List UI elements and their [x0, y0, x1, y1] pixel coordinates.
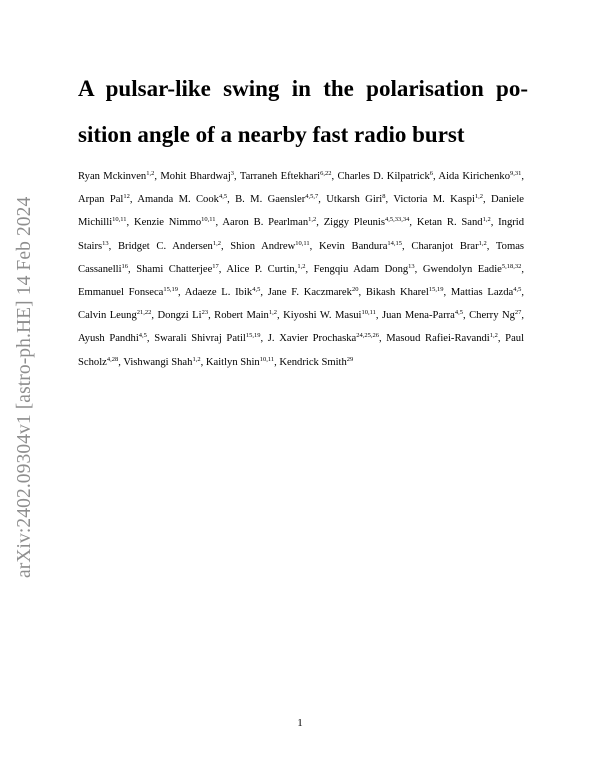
- author-affiliation-marker: 12: [123, 193, 130, 201]
- author-entry: [393, 194, 483, 205]
- author-affiliation-marker: 23: [201, 309, 209, 317]
- author-affiliation-marker: 4,5: [252, 286, 261, 294]
- author-entry: [230, 241, 309, 252]
- author-name: Amanda M. Cook: [137, 194, 219, 206]
- author-affiliation-marker: 4,28: [106, 355, 119, 363]
- author-affiliation-marker: 13: [102, 239, 109, 247]
- author-entry: [417, 217, 491, 228]
- author-name: Daniele Michilli: [78, 194, 524, 229]
- author-entry: [366, 287, 444, 298]
- author-affiliation-marker: 1,2: [297, 262, 306, 270]
- author-affiliation-marker: 6: [429, 170, 434, 177]
- author-entry: [423, 264, 522, 275]
- author-entry: [268, 287, 359, 298]
- author-entry: [283, 310, 376, 321]
- author-name: Kaitlyn Shin: [205, 356, 260, 368]
- author-affiliation-marker: 4,5: [138, 332, 147, 340]
- author-name: Vishwangi Shah: [123, 356, 193, 368]
- author-name: Victoria M. Kaspi: [393, 194, 475, 206]
- author-entry: [185, 287, 261, 298]
- author-entry: [386, 333, 498, 344]
- author-name: Shami Chatterjee: [136, 263, 213, 275]
- author-affiliation-marker: 10,11: [201, 216, 216, 224]
- author-name: Aaron B. Pearlman: [222, 217, 309, 229]
- author-name: Dongzi Li: [157, 310, 202, 322]
- author-entry: [160, 171, 234, 182]
- author-name: Paul Scholz: [78, 333, 525, 368]
- author-entry: [78, 287, 178, 298]
- author-affiliation-marker: 1,2: [482, 216, 491, 224]
- author-affiliation-marker: 1,2: [474, 193, 484, 201]
- author-affiliation-marker: 4,5,7: [305, 193, 319, 201]
- author-entry: [279, 357, 353, 368]
- arxiv-identifier: arXiv:2402.09304v1 [astro-ph.HE] 14 Feb 2024: [14, 196, 35, 578]
- author-name: Juan Mena-Parra: [381, 310, 455, 322]
- author-affiliation-marker: 15,19: [163, 286, 178, 294]
- author-name: Masoud Rafiei-Ravandi: [386, 333, 490, 345]
- author-affiliation-marker: 1,2: [489, 332, 498, 340]
- author-list: Ryan Mckinven$^{1,2}$, Mohit Bhardwaj$^3$, Tarraneh Eftekhari$^{6,22}$, Charles D. Kilpatrick$^6$, Aida Kirichenko$^{9,31}$, Arpan Pal$^{12}$, Amanda M. Cook$^{4,5}$, B. M. Gaensler$^{4,5,7}$, Utkarsh Giri$^8$, Victoria M. Kaspi$^{1,2}$, Daniele Michilli$^{10,11}$, Kenzie Nimmo$^{10,11}$, Aaron B. Pearlman$^{1,2}$, Ziggy Pleunis$^{4,5,33,34}$, Ketan R. Sand$^{1,2}$, Ingrid Stairs$^{13}$, Bridget C. Andersen$^{1,2}$, Shion Andrew$^{10,11}$, Kevin Bandura$^{14,15}$, Charanjot Brar$^{1,2}$, Tomas Cassanelli$^{16}$, Shami Chatterjee$^{17}$, Alice P. Curtin,$^{1,2}$, Fengqiu Adam Dong$^{13}$, Gwendolyn Eadie$^{5,18,32}$, Emmanuel Fonseca$^{15,19}$, Adaeze L. Ibik$^{4,5}$, Jane F. Kaczmarek$^{20}$, Bikash Kharel$^{15,19}$, Mattias Lazda$^{4,5}$, Calvin Leung$^{21,22}$, Dongzi Li$^{23}$, Robert Main$^{1,2}$, Kiyoshi W. Masui$^{10,11}$, Juan Mena-Parra$^{4,5}$, Cherry Ng$^{27}$, Ayush Pandhi$^{4,5}$, Swarali Shivraj Patil$^{15,19}$, J. Xavier Prochaska$^{24,25,26}$, Masoud Rafiei-Ravandi$^{1,2}$, Paul Scholz$^{4,28}$, Vishwangi Shah$^{1,2}$, Kaitlyn Shin$^{10,11}$, Kendrick Smith$^{29}$: [78, 170, 525, 368]
- author-affiliation-marker: 13: [408, 262, 415, 270]
- author-entry: [214, 310, 277, 321]
- author-entry: [337, 171, 433, 182]
- author-entry: [438, 171, 521, 182]
- author-entry: [314, 264, 415, 275]
- author-name: Charanjot Brar: [411, 240, 479, 252]
- author-affiliation-marker: 10,11: [295, 239, 310, 247]
- author-affiliation-marker: 20: [351, 286, 359, 294]
- author-affiliation-marker: 10,11: [361, 309, 376, 317]
- author-affiliation-marker: 17: [212, 262, 219, 270]
- author-affiliation-marker: 1,2: [478, 239, 487, 247]
- author-name: Ayush Pandhi: [78, 333, 139, 345]
- author-name: Adaeze L. Ibik: [184, 287, 253, 299]
- author-entry: [123, 357, 200, 368]
- author-name: Ketan R. Sand: [416, 217, 483, 229]
- author-name: J. Xavier Prochaska: [267, 333, 357, 345]
- author-name: Robert Main: [214, 310, 269, 322]
- author-affiliation-marker: 1,2: [308, 216, 317, 224]
- author-entry: [134, 217, 216, 228]
- author-affiliation-marker: 1,2: [192, 355, 201, 363]
- author-name: Arpan Pal: [78, 194, 124, 206]
- author-affiliation-marker: 5,18,32: [501, 262, 522, 270]
- author-affiliation-marker: 4,5,33,34: [385, 216, 410, 224]
- author-affiliation-marker: 16: [121, 262, 129, 270]
- author-entry: [136, 264, 219, 275]
- author-affiliation-marker: 10,11: [259, 355, 275, 363]
- author-entry: [154, 333, 260, 344]
- author-entry: [382, 310, 463, 321]
- paper-title: A pulsar-like swing in the polarisation po-sition angle of a nearby fast radio burst: [78, 76, 528, 147]
- author-affiliation-marker: 4,5: [218, 193, 228, 201]
- author-affiliation-marker: 27: [514, 309, 522, 317]
- author-entry: [240, 171, 332, 182]
- author-name: Kendrick Smith: [279, 356, 347, 368]
- author-affiliation-marker: 10,11: [112, 216, 127, 224]
- author-name: Tarraneh Eftekhari: [239, 171, 321, 182]
- author-name: Kiyoshi W. Masui: [283, 310, 362, 322]
- author-name: Bridget C. Andersen: [117, 240, 213, 252]
- author-name: Ryan Mckinven: [78, 171, 147, 182]
- author-entry: [137, 194, 227, 205]
- author-name: Bikash Kharel: [365, 287, 429, 299]
- author-entry: [268, 333, 379, 344]
- author-entry: [324, 217, 410, 228]
- author-entry: [78, 333, 147, 344]
- author-entry: [469, 310, 521, 321]
- author-affiliation-marker: 4,5: [513, 286, 522, 294]
- author-name: Fengqiu Adam Dong: [313, 263, 409, 275]
- author-name: Mohit Bhardwaj: [160, 171, 231, 182]
- author-name: Cherry Ng: [469, 310, 515, 322]
- author-entry: [226, 264, 305, 275]
- author-name: Kenzie Nimmo: [133, 217, 202, 229]
- author-entry: [78, 310, 151, 321]
- author-name: Ziggy Pleunis: [323, 217, 385, 229]
- author-name: Kevin Bandura: [318, 240, 388, 252]
- author-name: Utkarsh Giri: [326, 194, 383, 206]
- author-affiliation-marker: 24,25,26: [356, 332, 379, 340]
- author-affiliation-marker: 15,19: [245, 332, 261, 340]
- author-affiliation-marker: 6,22: [320, 170, 332, 177]
- author-entry: [78, 171, 154, 182]
- author-name: Mattias Lazda: [450, 287, 514, 299]
- author-entry: [451, 287, 522, 298]
- author-entry: [158, 310, 209, 321]
- page-number: 1: [297, 717, 303, 729]
- author-entry: [235, 194, 318, 205]
- author-affiliation-marker: 3: [230, 170, 235, 177]
- author-entry: [326, 194, 385, 205]
- author-name: Emmanuel Fonseca: [78, 287, 164, 299]
- author-entry: [411, 241, 486, 252]
- author-affiliation-marker: 29: [346, 355, 354, 363]
- author-name: Jane F. Kaczmarek: [267, 287, 352, 299]
- author-name: Gwendolyn Eadie: [422, 263, 502, 275]
- author-affiliation-marker: 1,2: [212, 239, 221, 247]
- author-entry: [222, 217, 316, 228]
- author-entry: [78, 194, 130, 205]
- author-affiliation-marker: 14,15: [387, 239, 403, 247]
- author-name: Alice P. Curtin,: [226, 263, 298, 275]
- author-affiliation-marker: 8: [382, 193, 386, 201]
- author-entry: [118, 241, 221, 252]
- author-affiliation-marker: 1,2: [146, 170, 155, 177]
- author-name: B. M. Gaensler: [235, 194, 306, 206]
- author-affiliation-marker: 4,5: [454, 309, 463, 317]
- author-entry: [319, 241, 402, 252]
- author-name: Ingrid Stairs: [78, 217, 525, 252]
- author-affiliation-marker: 1,2: [268, 309, 277, 317]
- author-name: Tomas Cassanelli: [78, 240, 525, 275]
- author-affiliation-marker: 15,19: [428, 286, 444, 294]
- author-name: Calvin Leung: [78, 310, 137, 322]
- author-name: Swarali Shivraj Patil: [154, 333, 246, 345]
- author-affiliation-marker: 21,22: [136, 309, 152, 317]
- author-name: Shion Andrew: [230, 240, 296, 252]
- author-name: Aida Kirichenko: [438, 171, 511, 182]
- author-name: Charles D. Kilpatrick: [337, 171, 430, 182]
- author-entry: [206, 357, 274, 368]
- author-affiliation-marker: 9,31: [510, 170, 522, 177]
